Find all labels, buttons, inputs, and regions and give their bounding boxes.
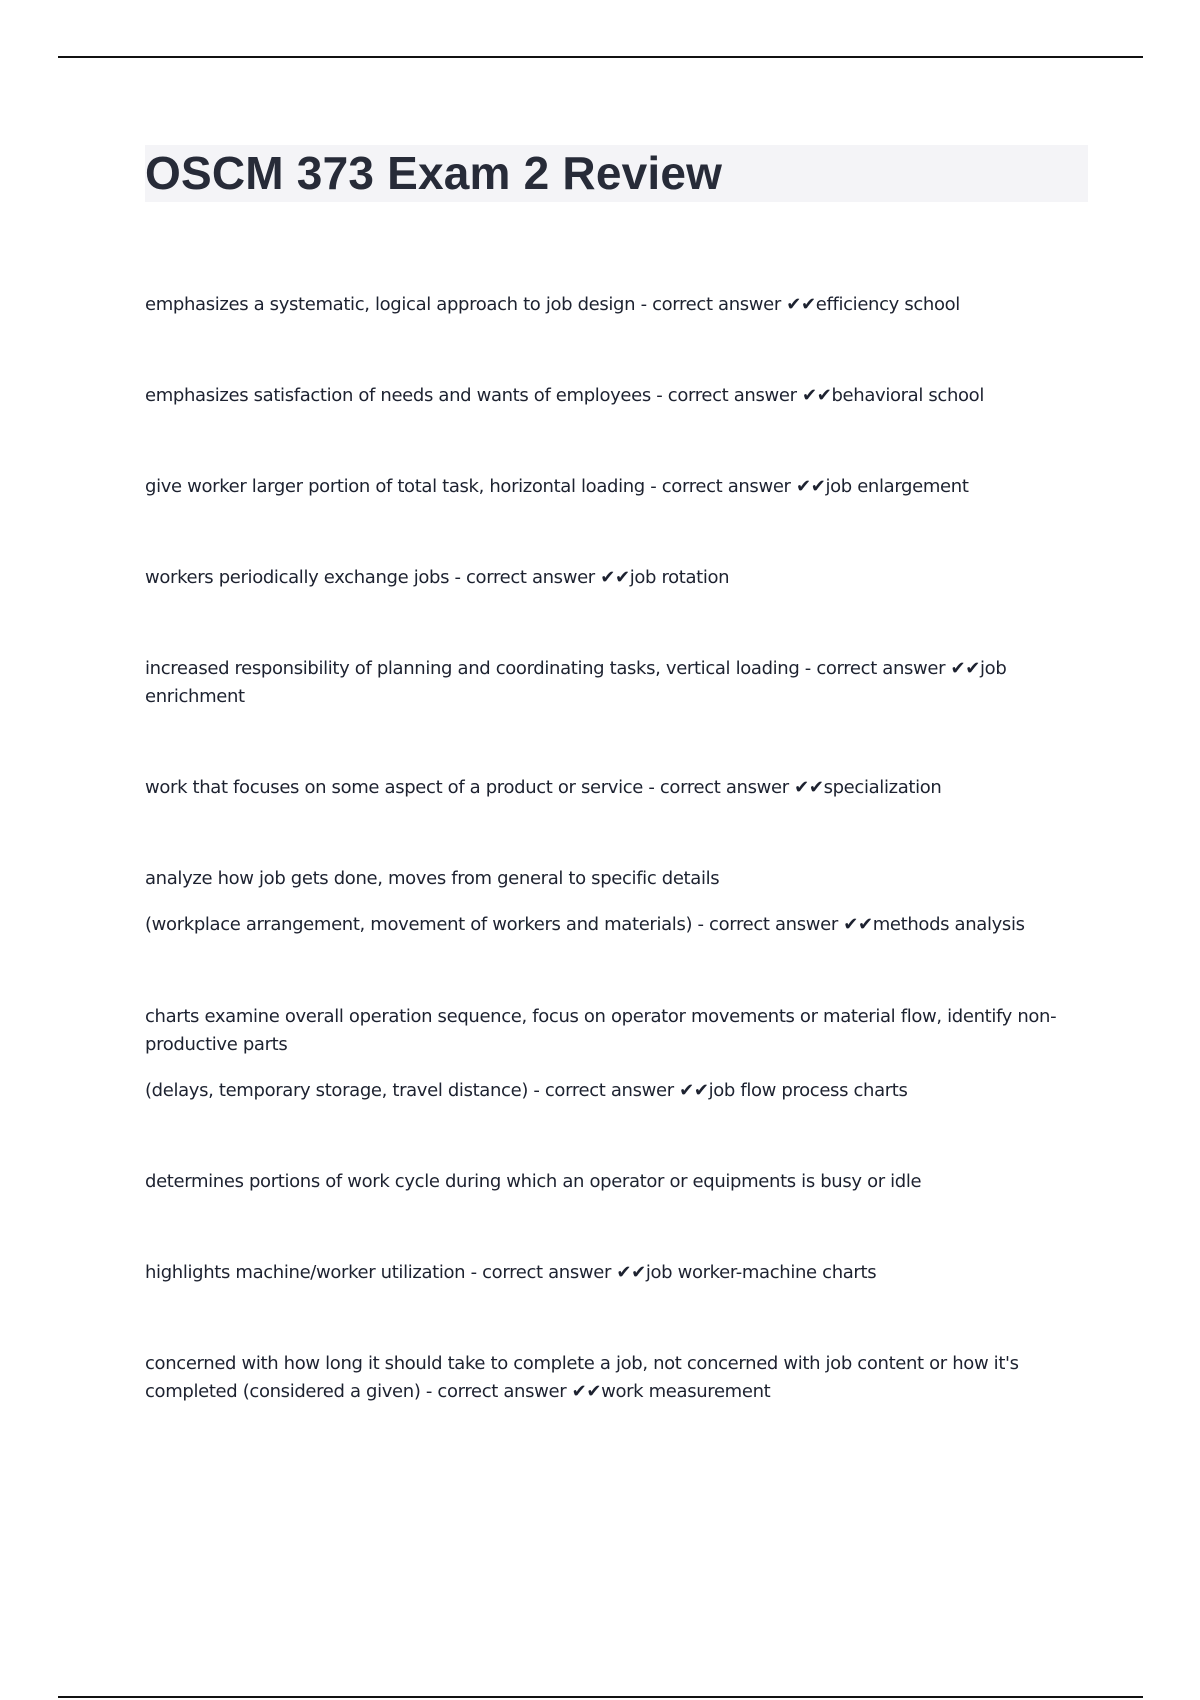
qa-line: give worker larger portion of total task, horizontal loading - correct answer ✔✔job enlargement [145,476,969,497]
qa-line: workers periodically exchange jobs - correct answer ✔✔job rotation [145,567,730,588]
qa-entry-9 [145,1168,1095,1196]
qa-entry-1 [145,291,1095,319]
qa-entry-5 [145,655,1095,711]
qa-entry-2 [145,382,1095,410]
qa-line: analyze how job gets done, moves from general to specific details [145,868,720,889]
qa-line: concerned with how long it should take to complete a job, not concerned with job content or how it's completed (considered a given) - correct answer ✔✔work measurement [145,1353,1019,1402]
qa-line: emphasizes a systematic, logical approach to job design - correct answer ✔✔efficiency school [145,294,960,315]
qa-line: determines portions of work cycle during which an operator or equipments is busy or idle [145,1171,922,1192]
qa-entry-10 [145,1259,1095,1287]
qa-line: work that focuses on some aspect of a product or service - correct answer ✔✔specialization [145,777,942,798]
bottom-rule [58,1696,1143,1698]
qa-entry-3 [145,473,1095,501]
qa-line: charts examine overall operation sequence, focus on operator movements or material flow, identify non-productive parts [145,1006,1057,1055]
qa-entry-6 [145,774,1095,802]
qa-line: (workplace arrangement, movement of workers and materials) - correct answer ✔✔methods analysis [145,914,1025,935]
qa-entry-8 [145,1003,1095,1105]
qa-entry-7 [145,865,1095,939]
qa-line: emphasizes satisfaction of needs and wants of employees - correct answer ✔✔behavioral school [145,385,984,406]
qa-line: increased responsibility of planning and coordinating tasks, vertical loading - correct answer ✔✔job enrichment [145,658,1007,707]
page-title: OSCM 373 Exam 2 Review [145,147,723,199]
top-rule [58,56,1143,58]
qa-line: highlights machine/worker utilization - correct answer ✔✔job worker-machine charts [145,1262,877,1283]
qa-entry-4 [145,564,1095,592]
qa-entry-11 [145,1350,1095,1406]
qa-line: (delays, temporary storage, travel distance) - correct answer ✔✔job flow process charts [145,1080,908,1101]
